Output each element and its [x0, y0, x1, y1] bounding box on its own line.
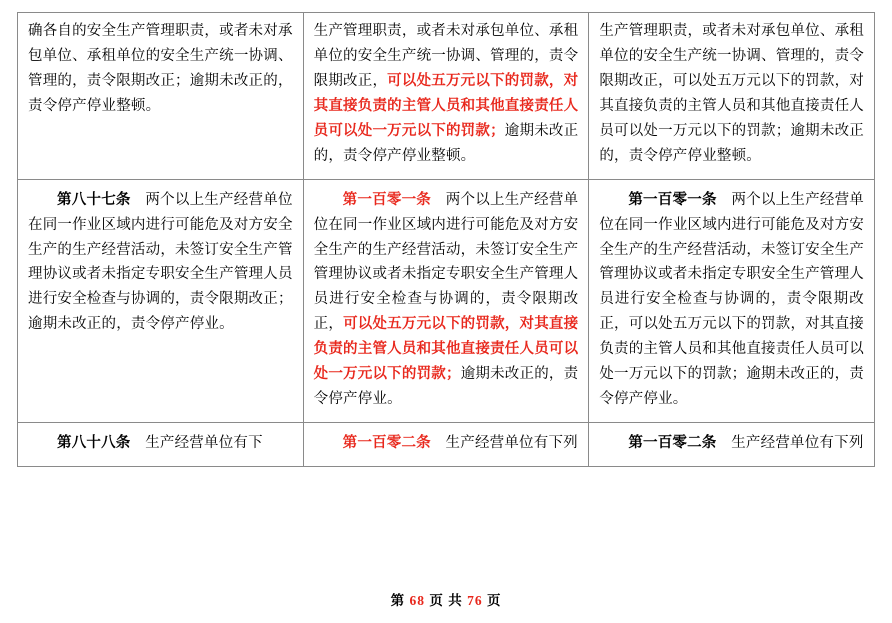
text-segment: 生产管理职责，或者未对承包单位、承租单位的安全生产统一协调、管理的，责令限期改正，可以处五万元以下的罚款，对其直接负责的主管人员和其他直接责任人员可以处一万元以下的罚款；逾期未改正的，责令停产停业整顿。 — [599, 23, 864, 164]
table-row — [18, 13, 875, 180]
footer-page-number: 68 — [409, 593, 425, 608]
article-number: 第一百零一条 — [628, 191, 717, 208]
table-cell-revision — [303, 13, 589, 180]
article-number: 第一百零二条 — [628, 435, 717, 452]
paragraph — [314, 19, 579, 169]
paragraph — [599, 19, 864, 169]
footer-total-label: 共 — [448, 593, 463, 608]
text-segment: 生产经营单位有下列 — [716, 435, 864, 452]
table-cell-revision — [303, 423, 589, 467]
paragraph — [28, 431, 293, 456]
document-page — [0, 12, 892, 623]
text-segment: 逾期未改正的，责令停产停业整顿。 — [313, 122, 579, 164]
text-segment: 两个以上生产经营单位在同一作业区域内进行可能危及对方安全生产的生产经营活动，未签订安全生产管理协议或者未指定专职安全生产管理人员进行安全检查与协调的，责令限期改正；逾期未改正的，责令停产停业。 — [28, 191, 293, 333]
table-cell-new-law — [589, 423, 875, 467]
text-segment: 确各自的安全生产管理职责，或者未对承包单位、承租单位的安全生产统一协调、管理的，责令限期改正；逾期未改正的，责令停产停业整顿。 — [28, 23, 293, 114]
paragraph — [314, 188, 579, 412]
table-cell-new-law — [589, 13, 875, 180]
paragraph — [28, 188, 293, 338]
footer-page-unit: 页 — [429, 593, 444, 608]
text-segment-highlight: 可以处五万元以下的罚款，对其直接负责的主管人员和其他直接责任人员可以处一万元以下的罚款； — [313, 72, 579, 139]
footer-total-unit: 页 — [486, 593, 502, 608]
text-segment: 生产经营单位有下 — [130, 435, 263, 452]
table-cell-new-law — [589, 179, 875, 422]
table-row — [18, 423, 875, 467]
text-segment-highlight: 可以处五万元以下的罚款，对其直接负责的主管人员和其他直接责任人员可以处一万元以下的罚款； — [313, 316, 579, 383]
table-body — [18, 13, 875, 467]
text-segment: 逾期未改正的，责令停产停业。 — [313, 366, 579, 408]
article-number: 第一百零二条 — [342, 435, 431, 452]
footer-page-label: 第 — [390, 593, 406, 608]
article-number: 第八十七条 — [57, 191, 131, 208]
table-cell-old-law — [18, 13, 304, 180]
text-segment: 生产经营单位有下列 — [430, 435, 578, 452]
text-segment: 两个以上生产经营单位在同一作业区域内进行可能危及对方安全生产的生产经营活动，未签订安全生产管理协议或者未指定专职安全生产管理人员进行安全检查与协调的，责令限期改正， — [313, 191, 579, 333]
table-cell-revision — [303, 179, 589, 422]
paragraph — [599, 431, 864, 456]
page-footer — [0, 589, 892, 609]
comparison-table — [17, 12, 875, 467]
text-segment: 生产管理职责，或者未对承包单位、承租单位的安全生产统一协调、管理的，责令限期改正， — [313, 23, 579, 89]
text-segment: 两个以上生产经营单位在同一作业区域内进行可能危及对方安全生产的生产经营活动，未签订安全生产管理协议或者未指定专职安全生产管理人员进行安全检查与协调的，责令限期改正，可以处五万元以下的罚款，对其直接负责的主管人员和其他直接责任人员可以处一万元以下的罚款；逾期未改正的，责令停产停业。 — [599, 191, 865, 408]
footer-total-number: 76 — [467, 593, 483, 608]
table-row — [18, 179, 875, 422]
table-cell-old-law — [18, 423, 304, 467]
paragraph — [314, 431, 579, 456]
table-cell-old-law — [18, 179, 304, 422]
paragraph — [599, 188, 864, 412]
article-number: 第一百零一条 — [342, 191, 432, 208]
article-number: 第八十八条 — [57, 435, 131, 452]
paragraph — [28, 19, 293, 119]
